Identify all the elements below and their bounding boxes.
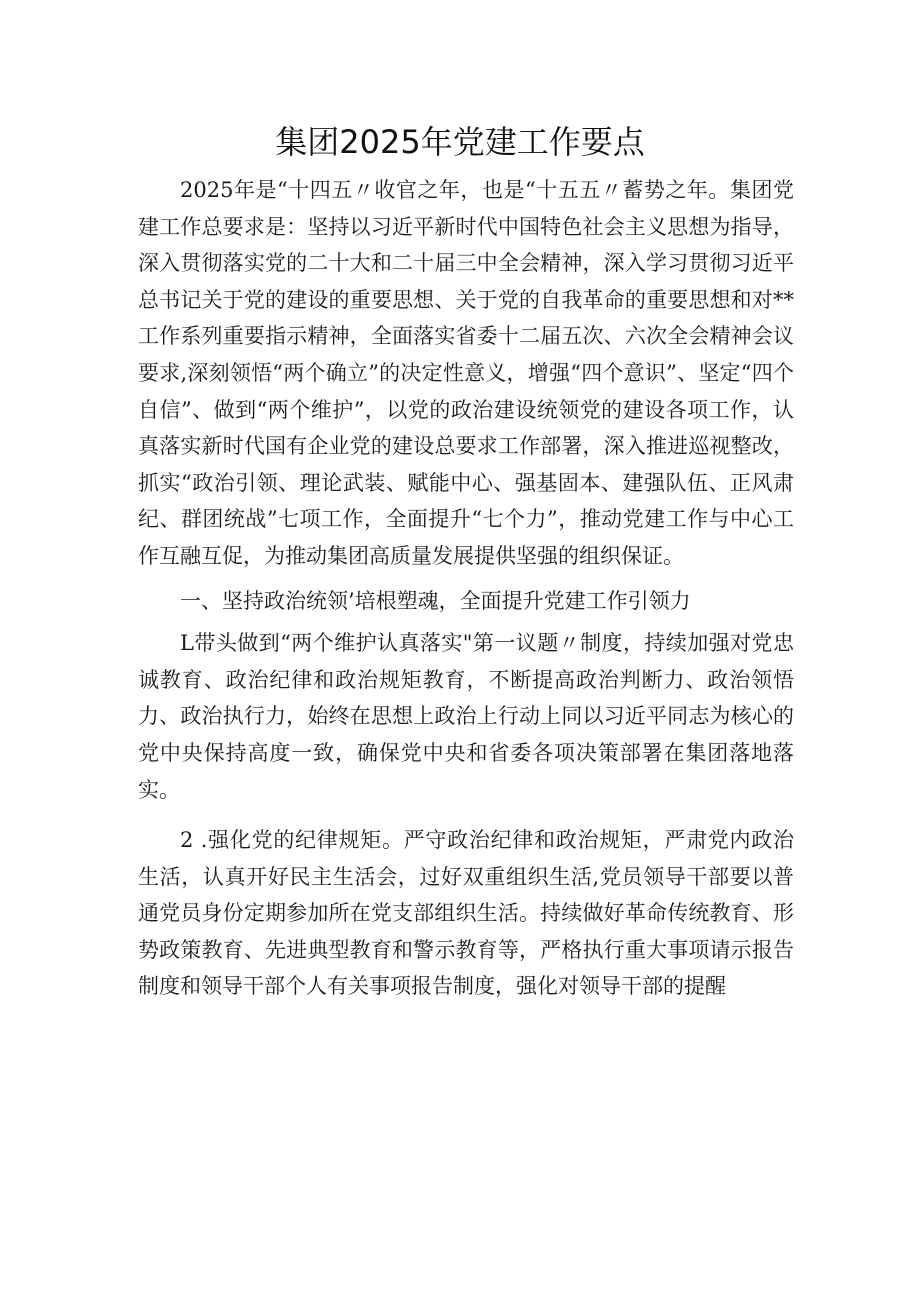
item-2-paragraph: 2 .强化党的纪律规矩。严守政治纪律和政治规矩，严肃党内政治生活，认真开好民主生活会，过好双重组织生活,党员领导干部要以普通党员身份定期参加所在党支部组织生活。持续做好革命传统教育、形势政策教育、先进典型教育和警示教育等，严格执行重大事项请示报告制度和领导干部个人有关事项报告制度，强化对领导干部的提醒	[138, 828, 794, 999]
item-1-paragraph: L带头做到“两个维护认真落实"第一议题〃制度，持续加强对党忠诚教育、政治纪律和政治规矩教育，不断提高政治判断力、政治领悟力、政治执行力，始终在思想上政治上行动上同以习近平同志为核心的党中央保持高度一致，确保党中央和省委各项决策部署在集团落地落实。	[138, 631, 794, 802]
section-heading-1: 一、坚持政治统领’培根塑魂，全面提升党建工作引领力	[180, 588, 691, 613]
document-title: 集团2025年党建工作要点	[275, 123, 645, 161]
document-body	[138, 172, 794, 1005]
intro-paragraph: 2025年是“十四五〃收官之年，也是“十五五〃蓄势之年。集团党建工作总要求是：坚持以习近平新时代中国特色社会主义思想为指导，深入贯彻落实党的二十大和二十届三中全会精神，深入学习贯彻习近平总书记关于党的建设的重要思想、关于党的自我革命的重要思想和对**工作系列重要指示精神，全面落实省委十二届五次、六次全会精神会议要求,深刻领悟“两个确立”的决定性意义，增强“四个意识”、坚定“四个自信”、做到“两个维护”，以党的政治建设统领党的建设各项工作，认真落实新时代国有企业党的建设总要求工作部署，深入推进巡视整改，抓实“政治引领、理论武装、赋能中心、强基固本、建强队伍、正风肃纪、群团统战”七项工作，全面提升“七个力”，推动党建工作与中心工作互融互促，为推动集团高质量发展提供坚强的组织保证。	[138, 178, 794, 568]
